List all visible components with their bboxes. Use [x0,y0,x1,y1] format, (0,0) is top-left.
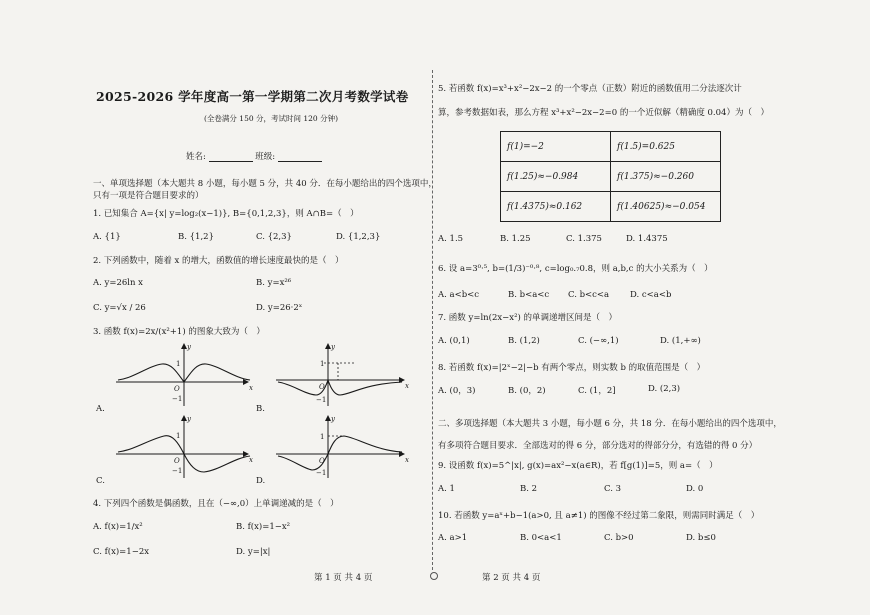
tick-pos-label: 1 [320,433,325,441]
q3-option-c[interactable]: C. [96,476,105,486]
table-cell: f(1.5)=0.625 [611,132,721,162]
q5-data-table [500,131,721,222]
column-divider [432,70,433,570]
curve [278,380,402,395]
right-column [438,0,858,615]
q8-option-d[interactable]: D. (2,3) [648,384,681,394]
name-class-line [186,150,322,162]
table-cell: f(1.375)≈−0.260 [611,162,721,192]
q10-option-c[interactable]: C. b>0 [604,533,634,543]
q2-option-d[interactable]: D. y=26·2ˣ [256,303,303,313]
axis-x-label: x [405,456,409,464]
q7-option-b[interactable]: B. (1,2) [508,336,540,346]
q5-option-b[interactable]: B. 1.25 [500,234,531,244]
q9-stem: 9. 设函数 f(x)=5^|x|, g(x)=ax²−x(a∈R)，若 f[g(1)]=5，则 a=（ ） [438,461,718,471]
tick-neg-label: −1 [316,469,327,477]
q4-option-b[interactable]: B. f(x)=1−x² [236,522,291,532]
q2-option-c[interactable]: C. y=√x / 26 [93,303,146,313]
q1-option-a[interactable]: A. {1} [93,232,121,242]
q9-option-c[interactable]: C. 3 [604,484,622,494]
q1-option-d[interactable]: D. {1,2,3} [336,232,381,242]
binding-hole-icon [430,572,438,580]
q9-option-a[interactable]: A. 1 [438,484,455,494]
q3-option-d[interactable]: D. [256,476,266,486]
q3-option-a[interactable]: A. [96,404,105,414]
axis-x-label: x [249,384,253,392]
name-label: 姓名: [186,152,206,162]
axis-y-label: y [187,415,191,423]
q6-option-c[interactable]: C. b<c<a [568,290,610,300]
axis-x-label: x [405,382,409,390]
q7-stem: 7. 函数 y=ln(2x−x²) 的单调递增区间是（ ） [438,313,617,323]
tick-neg-label: −1 [172,395,183,403]
q1-option-b[interactable]: B. {1,2} [178,232,214,242]
tick-pos-label: 1 [320,360,325,368]
q10-stem: 10. 若函数 y=aˣ+b−1(a>0, 且 a≠1) 的图像不经过第二象限，则需同时满足（ ） [438,511,760,521]
table-cell: f(1)=−2 [501,132,611,162]
tick-pos-label: 1 [176,360,181,368]
q4-option-a[interactable]: A. f(x)=1/x² [93,522,143,532]
q7-option-c[interactable]: C. (−∞,1) [578,336,619,346]
q3-graph-c[interactable] [114,412,254,480]
axis-y-label: y [187,343,191,351]
table-cell: f(1.40625)≈−0.054 [611,192,721,222]
table-cell: f(1.4375)≈0.162 [501,192,611,222]
q5-option-d[interactable]: D. 1.4375 [626,234,668,244]
q8-stem: 8. 若函数 f(x)=|2ˣ−2|−b 有两个零点，则实数 b 的取值范围是（ ） [438,363,706,373]
q4-option-c[interactable]: C. f(x)=1−2x [93,547,150,557]
q3-graph-a[interactable] [114,340,254,408]
exam-subtitle: (全卷满分 150 分，考试时间 120 分钟) [204,114,339,123]
table-row [501,132,721,162]
left-column [86,0,437,615]
section1-heading-line2: 只有一项是符合题目要求的） [93,191,204,201]
origin-label: O [319,383,325,391]
origin-label: O [319,457,325,465]
q6-stem: 6. 设 a=3⁰·⁵, b=(1/3)⁻⁰·⁸, c=log₀.₇0.8，则 a,b,c 的大小关系为（ ） [438,264,713,274]
q5-option-a[interactable]: A. 1.5 [438,234,464,244]
class-label: 班级: [255,152,276,162]
q10-option-d[interactable]: D. b≤0 [686,533,716,543]
axis-x-label: x [249,456,253,464]
axis-y-label: y [331,343,335,351]
tick-neg-label: −1 [316,396,327,404]
q7-option-d[interactable]: D. (1,+∞) [660,336,701,346]
q10-option-a[interactable]: A. a>1 [438,533,468,543]
q8-option-b[interactable]: B. (0，2) [508,386,546,396]
tick-neg-label: −1 [172,467,183,475]
q6-option-a[interactable]: A. a<b<c [438,290,480,300]
origin-label: O [174,457,180,465]
q1-stem: 1. 已知集合 A={x| y=log₂(x−1)}, B={0,1,2,3}，则 A∩B=（ ） [93,209,359,219]
q7-option-a[interactable]: A. (0,1) [438,336,470,346]
q8-option-a[interactable]: A. (0，3) [438,386,476,396]
q2-stem: 2. 下列函数中，随着 x 的增大，函数值的增长速度最快的是（ ） [93,256,344,266]
q6-option-d[interactable]: D. c<a<b [630,290,672,300]
table-row [501,162,721,192]
q3-option-b[interactable]: B. [256,404,265,414]
footer-page-right: 第 2 页 共 4 页 [482,573,541,583]
q3-graph-d[interactable] [274,412,414,480]
q6-option-b[interactable]: B. b<a<c [508,290,550,300]
footer-page-left: 第 1 页 共 4 页 [314,573,373,583]
q1-option-c[interactable]: C. {2,3} [256,232,292,242]
section2-heading-line1: 二、多项选择题（本大题共 3 小题，每小题 6 分，共 18 分．在每小题给出的四个选项中， [438,419,782,429]
q9-option-b[interactable]: B. 2 [520,484,538,494]
q5-option-c[interactable]: C. 1.375 [566,234,602,244]
q8-option-c[interactable]: C. (1，2] [578,386,616,396]
q4-option-d[interactable]: D. y=|x| [236,547,271,557]
tick-pos-label: 1 [176,432,181,440]
q5-stem-line2: 算，参考数据如表，那么方程 x³+x²−2x−2=0 的一个近似解（精确度 0.04）为（ ） [438,108,769,118]
section2-heading-line2: 有多项符合题目要求．全部选对的得 6 分，部分选对的得部分分，有选错的得 0 分） [438,441,758,451]
class-blank[interactable] [278,152,322,162]
q9-option-d[interactable]: D. 0 [686,484,704,494]
origin-label: O [174,385,180,393]
q3-graph-b[interactable] [274,340,414,408]
name-blank[interactable] [209,152,253,162]
curve [278,436,402,470]
q10-option-b[interactable]: B. 0<a<1 [520,533,562,543]
q2-option-a[interactable]: A. y=26ln x [93,278,143,288]
table-row [501,192,721,222]
q3-stem: 3. 函数 f(x)=2x/(x²+1) 的图象大致为（ ） [93,327,265,337]
q2-option-b[interactable]: B. y=x²⁶ [256,278,292,288]
axis-y-label: y [331,415,335,423]
section1-heading-line1: 一、单项选择题（本大题共 8 小题，每小题 5 分，共 40 分．在每小题给出的四个选项中， [93,179,437,189]
q4-stem: 4. 下列四个函数是偶函数，且在（−∞,0）上单调递减的是（ ） [93,499,339,509]
q5-stem-line1: 5. 若函数 f(x)=x³+x²−2x−2 的一个零点（正数）附近的函数值用二分法逐次计 [438,84,742,94]
exam-title: 2025-2026 学年度高一第一学期第二次月考数学试卷 [96,89,409,104]
table-cell: f(1.25)≈−0.984 [501,162,611,192]
